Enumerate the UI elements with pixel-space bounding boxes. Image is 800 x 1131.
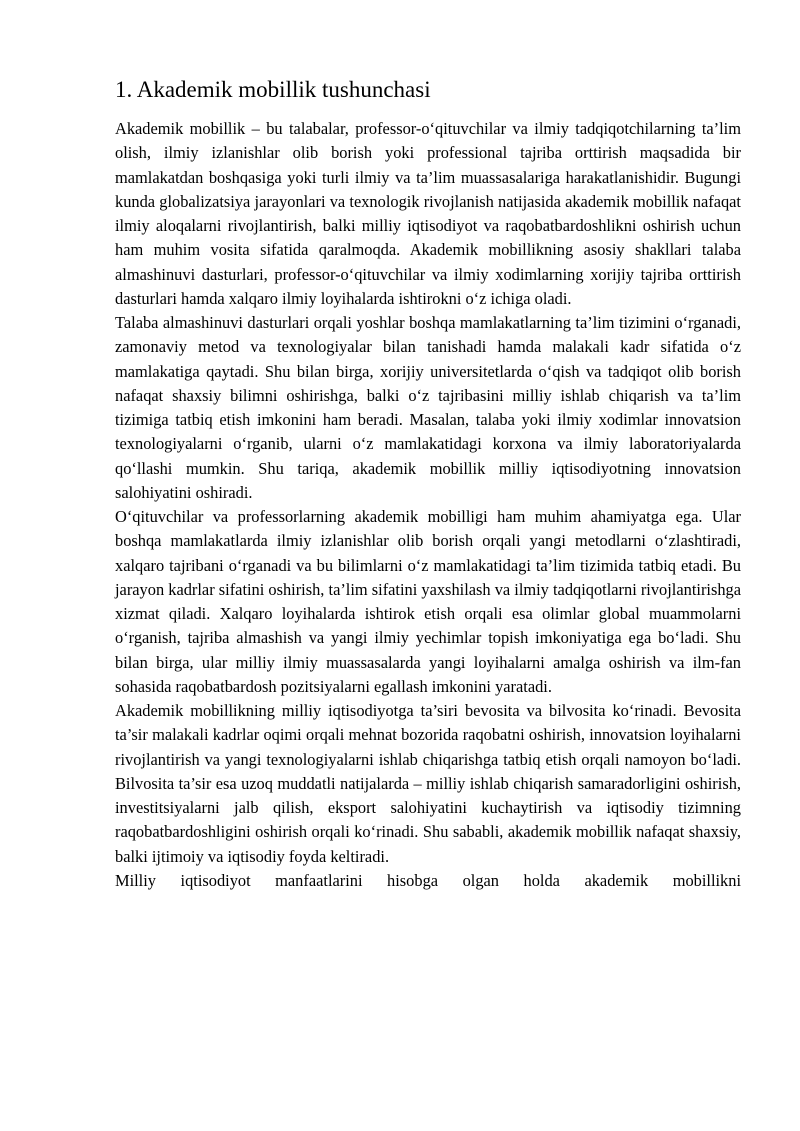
- paragraph-teacher-mobility: O‘qituvchilar va professorlarning akademik mobilligi ham muhim ahamiyatga ega. Ular boshqa mamlakatlarda ilmiy izlanishlar olib borish orqali yangi metodlarni o‘zlashtiradi, xalqaro tajribani o‘rganadi va bu bilimlarni o‘z mamlakatidagi ta’lim tizimida tatbiq etadi. Bu jarayon kadrlar sifatini oshirish, ta’lim sifatini yaxshilash va ilmiy tadqiqotlarni rivojlantirishga xizmat qiladi. Xalqaro loyihalarda ishtirok etish orqali esa olimlar global muammolarni o‘rganish, tajriba almashish va yangi ilmiy yechimlar topish imkoniyatiga ega bo‘ladi. Shu bilan birga, ular milliy ilmiy muassasalarda yangi loyihalarni amalga oshirish va ilm-fan sohasida raqobatbardosh pozitsiyalarni egallash imkonini yaratadi.: [115, 507, 741, 696]
- paragraph-student-exchange: Talaba almashinuvi dasturlari orqali yoshlar boshqa mamlakatlarning ta’lim tizimini o‘rganadi, zamonaviy metod va texnologiyalar bilan tanishadi hamda malakali kadr sifatida o‘z mamlakatiga qaytadi. Shu bilan birga, xorijiy universitetlarda o‘qish va tadqiqot olib borish nafaqat shaxsiy bilimni oshirishga, balki o‘z tajribasini milliy ishlab chiqarish va ta’lim tizimiga tatbiq etish imkonini ham beradi. Masalan, talaba yoki ilmiy xodimlar innovatsion texnologiyalarni o‘rganib, ularni o‘z mamlakatidagi korxona va ilmiy laboratoriyalarda qo‘llashi mumkin. Shu tariqa, akademik mobillik milliy iqtisodiyotning innovatsion salohiyatini oshiradi.: [115, 313, 741, 502]
- paragraph-continuation: Milliy iqtisodiyot manfaatlarini hisobga olgan holda akademik mobillikni: [115, 870, 741, 890]
- section-heading: 1. Akademik mobillik tushunchasi: [115, 77, 431, 102]
- body-text: [115, 117, 741, 893]
- paragraph-economic-impact: Akademik mobillikning milliy iqtisodiyotga ta’siri bevosita va bilvosita ko‘rinadi. Bevosita ta’sir malakali kadrlar oqimi orqali mehnat bozorida raqobatni oshirish, innovatsion loyihalarni rivojlantirish va yangi texnologiyalarni ishlab chiqarishga tatbiq etish orqali namoyon bo‘ladi. Bilvosita ta’sir esa uzoq muddatli natijalarda – milliy ishlab chiqarish samaradorligini oshirish, investitsiyalarni jalb qilish, eksport salohiyatini kuchaytirish va iqtisodiy tizimning raqobatbardoshligini oshirish orqali ko‘rinadi. Shu sababli, akademik mobillik nafaqat shaxsiy, balki ijtimoiy va iqtisodiy foyda keltiradi.: [115, 701, 741, 866]
- paragraph-definition: Akademik mobillik – bu talabalar, professor-o‘qituvchilar va ilmiy tadqiqotchilarning ta’lim olish, ilmiy izlanishlar olib borish yoki professional tajriba orttirish maqsadida bir mamlakatdan boshqasiga yoki turli ilmiy va ta’lim muassasalariga harakatlanishidir. Bugungi kunda globalizatsiya jarayonlari va texnologik rivojlanish natijasida akademik mobillik nafaqat ilmiy aloqalarni rivojlantirish, balki milliy iqtisodiyot va raqobatbardoshlikni oshirish uchun ham muhim vosita sifatida qaralmoqda. Akademik mobillikning asosiy shakllari talaba almashinuvi dasturlari, professor-o‘qituvchilar va ilmiy xodimlarning xorijiy tajriba orttirish dasturlari hamda xalqaro ilmiy loyihalarda ishtirokni o‘z ichiga oladi.: [115, 119, 741, 308]
